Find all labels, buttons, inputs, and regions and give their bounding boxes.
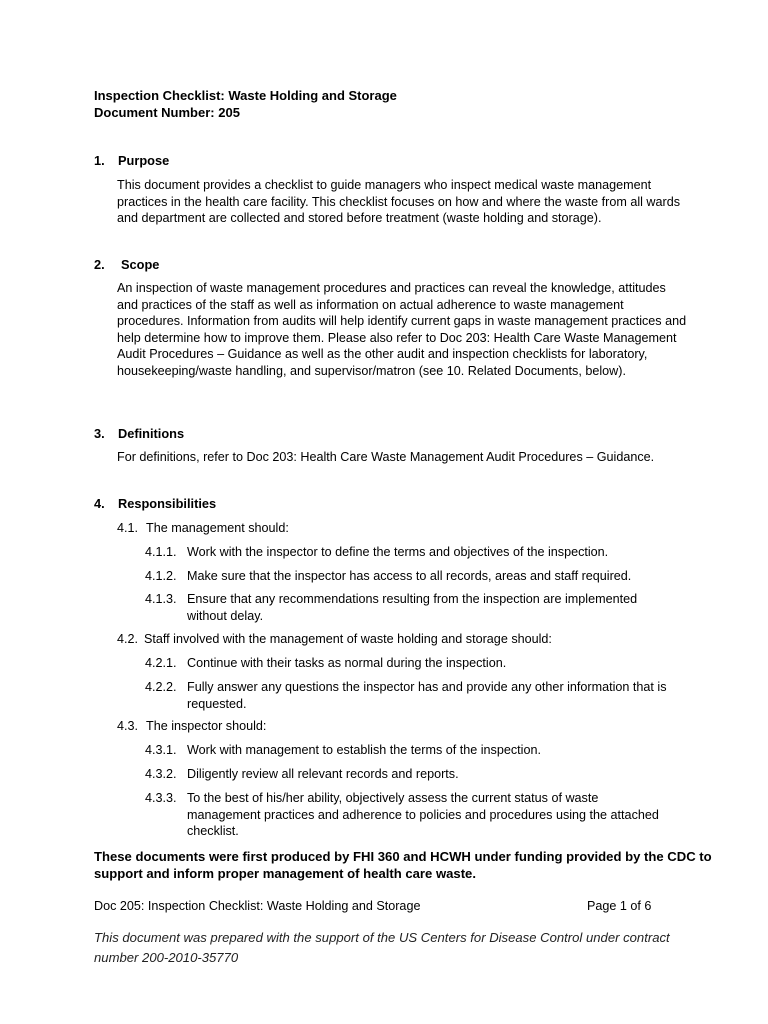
item-text: Work with management to establish the terms of the inspection. [187, 743, 541, 757]
document-number: Document Number: 205 [94, 105, 240, 120]
funding-notice: These documents were first produced by FHI 360 and HCWH under funding provided by the CDC to support and inform proper management of health care waste. [94, 849, 712, 881]
subsection-title: The management should: [146, 521, 289, 535]
subsection-number: 4.3. [117, 719, 139, 733]
section-text-definitions: For definitions, refer to Doc 203: Health Care Waste Management Audit Procedures – Guidance. [117, 450, 655, 464]
section-text-scope: An inspection of waste management procedures and practices can reveal the knowledge, attitudes and practices of the staff as well as information on actual adherence to waste management procedures. Information from audits will help identify current gaps in waste management practices and help determine how to improve them. Please also refer to Doc 203: Health Care Waste Management Audit Procedures – Guidance as well as the other audit and inspection checklists for laboratory, housekeeping/waste handling, and supervisor/matron (see 10. Related Documents, below). [117, 281, 687, 378]
item-number: 4.2.2. [145, 680, 177, 694]
item-text: Work with the inspector to define the terms and objectives of the inspection. [187, 545, 609, 559]
subsection-title: Staff involved with the management of waste holding and storage should: [144, 632, 552, 646]
section-heading-scope [94, 257, 159, 274]
section-number: 2. [94, 257, 105, 272]
item-text: To the best of his/her ability, objectively assess the current status of waste management practices and adherence to policies and procedures using the attached checklist. [187, 791, 659, 838]
item-number: 4.1.3. [145, 592, 177, 606]
item-number: 4.2.1. [145, 656, 177, 670]
item-text: Continue with their tasks as normal during the inspection. [187, 656, 507, 670]
section-title: Purpose [118, 153, 170, 168]
subsection-heading-staff [117, 631, 552, 648]
item-text: Fully answer any questions the inspector has and provide any other information that is requested. [187, 680, 667, 711]
section-number: 1. [94, 153, 105, 168]
list-item [145, 679, 680, 712]
subsection-number: 4.2. [117, 632, 139, 646]
section-text-purpose: This document provides a checklist to guide managers who inspect medical waste management practices in the health care facility. This checklist focuses on how and where the waste from all wards and department are collected and stored before treatment (waste holding and storage). [117, 178, 681, 225]
section-title: Definitions [118, 426, 185, 441]
list-item [145, 742, 665, 759]
footer-doc-label: Doc 205: Inspection Checklist: Waste Holding and Storage [94, 899, 421, 913]
item-number: 4.1.2. [145, 569, 177, 583]
list-item [145, 655, 665, 672]
list-item [145, 591, 665, 624]
item-number: 4.1.1. [145, 545, 177, 559]
item-text: Ensure that any recommendations resulting from the inspection are implemented without delay. [187, 592, 638, 623]
section-number: 3. [94, 426, 105, 441]
section-title: Responsibilities [118, 496, 217, 511]
footer-credit: This document was prepared with the support of the US Centers for Disease Control under contract number 200-2010-35770 [94, 930, 670, 965]
subsection-heading-management [117, 520, 289, 537]
section-heading-purpose [94, 153, 169, 170]
section-heading-definitions [94, 426, 184, 443]
subsection-number: 4.1. [117, 521, 139, 535]
section-title: Scope [121, 257, 160, 272]
section-number: 4. [94, 496, 105, 511]
document-title: Inspection Checklist: Waste Holding and Storage [94, 88, 397, 103]
list-item [145, 766, 665, 783]
item-text: Diligently review all relevant records and reports. [187, 767, 459, 781]
page-number: Page 1 of 6 [587, 899, 652, 913]
subsection-heading-inspector [117, 718, 266, 735]
item-number: 4.3.3. [145, 791, 177, 805]
item-text: Make sure that the inspector has access to all records, areas and staff required. [187, 569, 632, 583]
list-item [145, 568, 665, 585]
item-number: 4.3.1. [145, 743, 177, 757]
subsection-title: The inspector should: [146, 719, 267, 733]
list-item [145, 544, 665, 561]
section-heading-responsibilities [94, 496, 216, 513]
list-item [145, 790, 670, 840]
item-number: 4.3.2. [145, 767, 177, 781]
